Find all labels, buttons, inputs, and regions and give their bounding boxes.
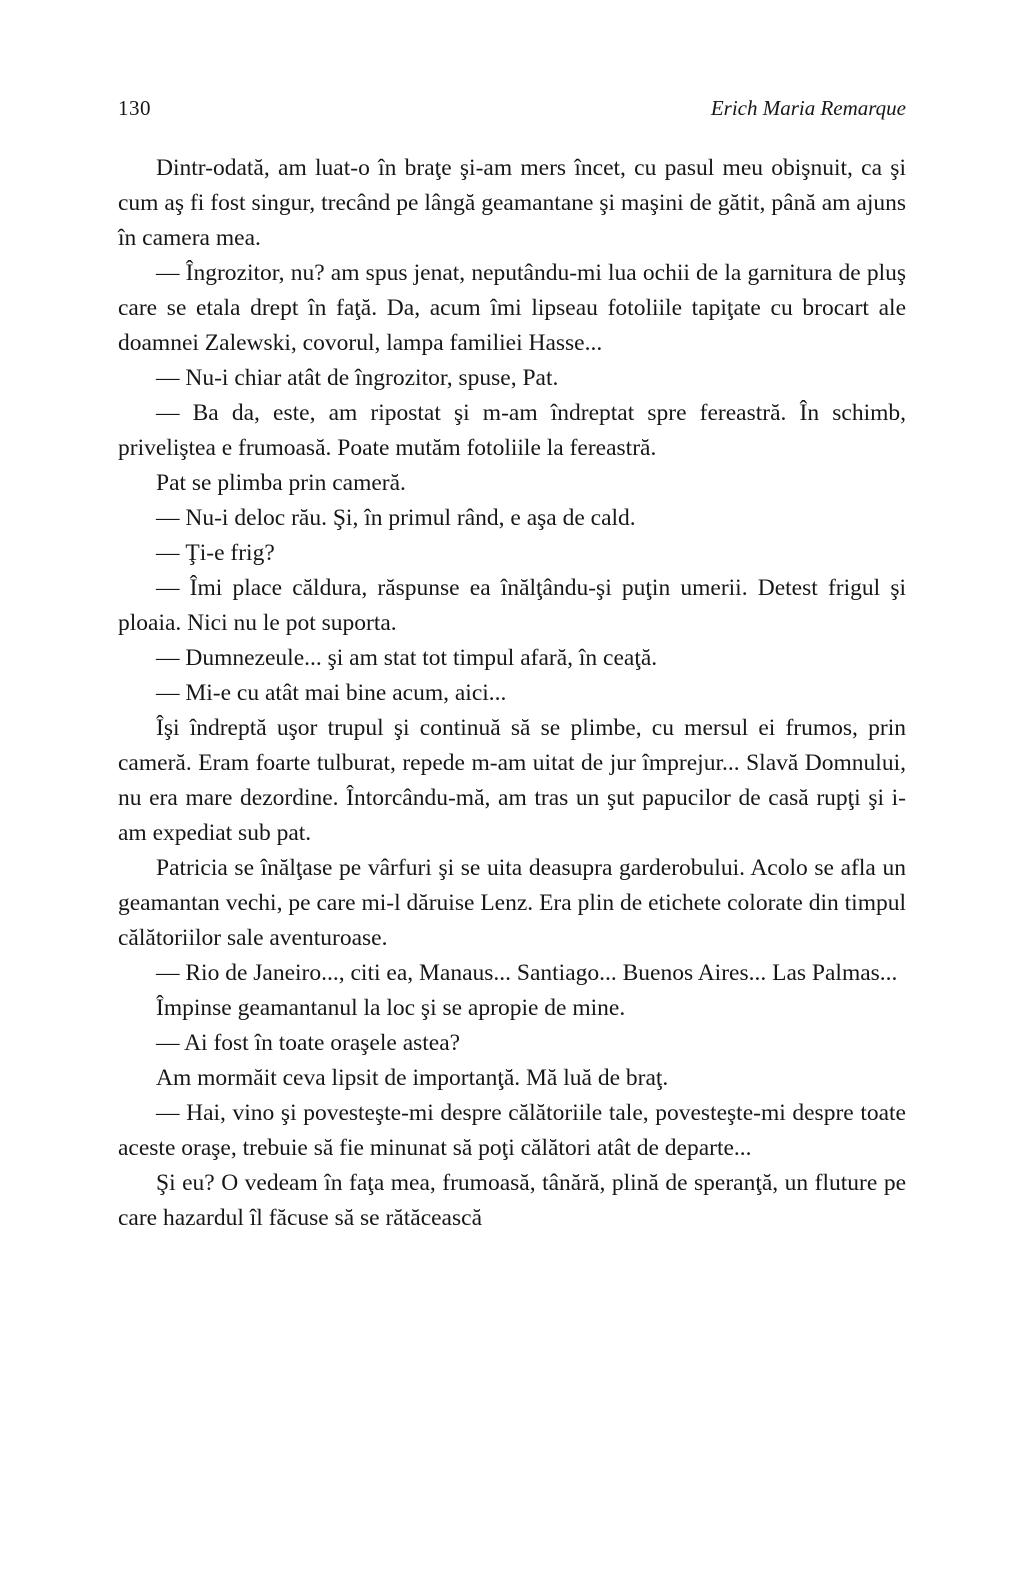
paragraph: — Nu-i deloc rău. Şi, în primul rând, e aşa de cald.	[156, 505, 636, 531]
page-number: 130	[118, 96, 151, 120]
paragraph: Dintr-odată, am luat-o în braţe şi-am mers încet, cu pasul meu obişnuit, ca şi cum aş fi fost singur, trecând pe lângă geamantane şi maşini de gătit, până am ajuns în camera mea.	[118, 155, 906, 251]
paragraph: — Îmi place căldura, răspunse ea înălţându-şi puţin umerii. Detest frigul şi ploaia. Nici nu le pot suporta.	[118, 575, 906, 636]
paragraph: — Mi-e cu atât mai bine acum, aici...	[156, 680, 507, 706]
paragraph: — Hai, vino şi povesteşte-mi despre călătoriile tale, povesteşte-mi despre toate aceste oraşe, trebuie să fie minunat să poţi călători atât de departe...	[118, 1100, 906, 1161]
paragraph: Am mormăit ceva lipsit de importanţă. Mă luă de braţ.	[156, 1065, 669, 1091]
paragraph: — Ba da, este, am ripostat şi m-am îndreptat spre fereastră. În schimb, priveliştea e frumoasă. Poate mutăm fotoliile la fereastră.	[118, 400, 906, 461]
page-header	[118, 96, 906, 121]
page-body	[118, 151, 906, 1236]
paragraph: Patricia se înălţase pe vârfuri şi se uita deasupra garderobului. Acolo se afla un geamantan vechi, pe care mi-l dăruise Lenz. Era plin de etichete colorate din timpul călătoriilor sale aventuroase.	[118, 855, 906, 951]
paragraph: Îşi îndreptă uşor trupul şi continuă să se plimbe, cu mersul ei frumos, prin cameră. Eram foarte tulburat, repede m-am uitat de jur împrejur... Slavă Domnului, nu era mare dezordine. Întorcându-mă, am tras un şut papucilor de casă rupţi şi i-am expediat sub pat.	[118, 715, 906, 846]
running-head: Erich Maria Remarque	[710, 96, 906, 120]
paragraph: — Ţi-e frig?	[156, 540, 275, 566]
paragraph: — Rio de Janeiro..., citi ea, Manaus... Santiago... Buenos Aires... Las Palmas...	[156, 960, 898, 986]
paragraph: — Dumnezeule... şi am stat tot timpul afară, în ceaţă.	[156, 645, 658, 671]
paragraph: — Îngrozitor, nu? am spus jenat, neputându-mi lua ochii de la garnitura de pluş care se etala drept în faţă. Da, acum îmi lipseau fotoliile tapiţate cu brocart ale doamnei Zalewski, covorul, lampa familiei Hasse...	[118, 260, 906, 356]
paragraph: — Nu-i chiar atât de îngrozitor, spuse, Pat.	[156, 365, 559, 391]
paragraph: — Ai fost în toate oraşele astea?	[156, 1030, 461, 1056]
paragraph: Şi eu? O vedeam în faţa mea, frumoasă, tânără, plină de speranţă, un fluture pe care hazardul îl făcuse să se rătăcească	[118, 1170, 906, 1231]
paragraph: Pat se plimba prin cameră.	[156, 470, 406, 496]
paragraph: Împinse geamantanul la loc şi se apropie de mine.	[156, 995, 626, 1021]
